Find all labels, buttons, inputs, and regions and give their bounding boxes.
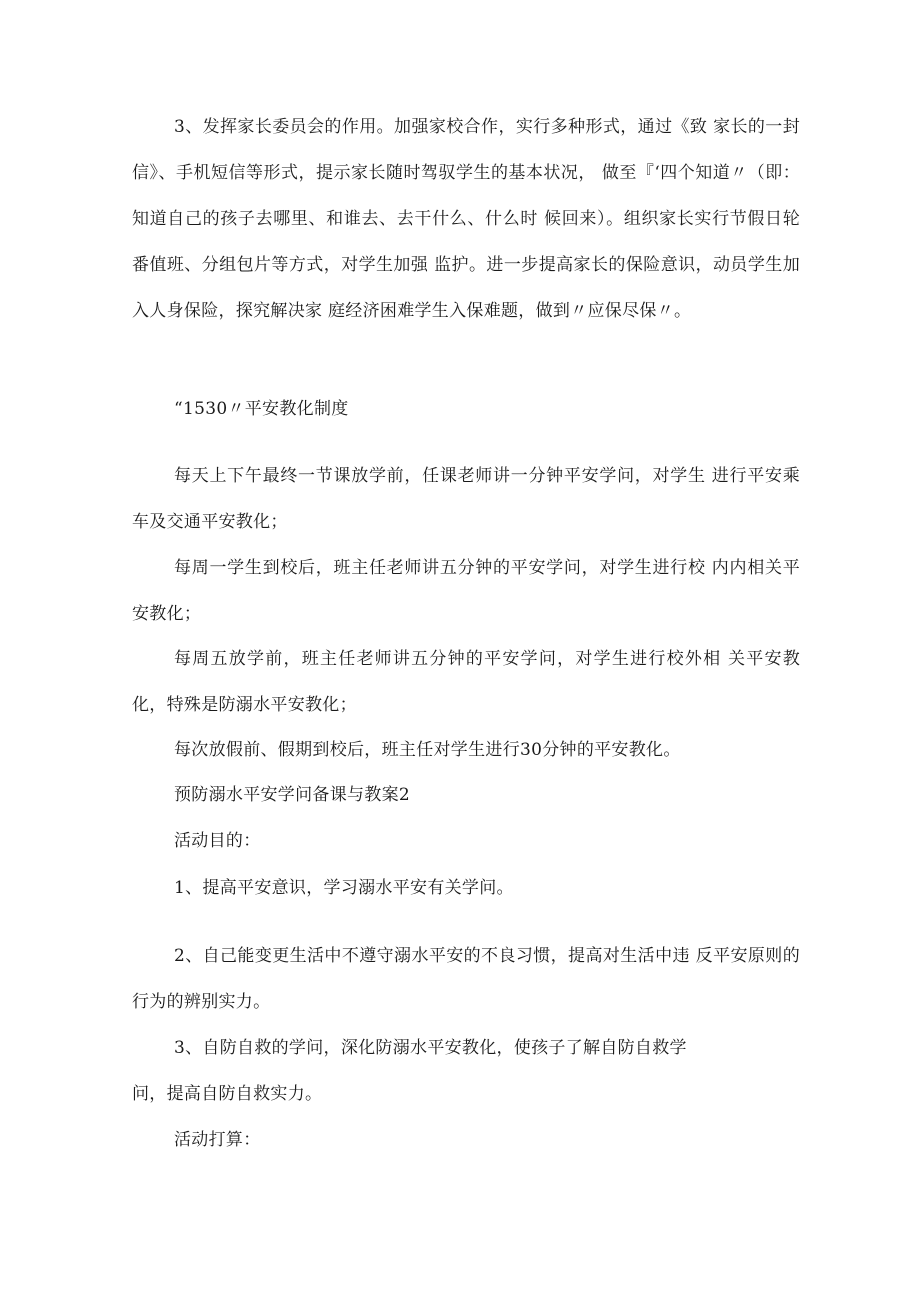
goal-item-3-continued: 问，提高自防自救实力。 (132, 1084, 323, 1104)
section-title: 预防溺水平安学问备课与教案2 (174, 785, 411, 805)
heading-activity-plan: 活动打算： (174, 1130, 261, 1150)
paragraph-monday: 每周一学生到校后，班主任老师讲五分钟的平安学问，对学生进行校 内内相关平安教化； (132, 558, 800, 624)
paragraph-friday: 每周五放学前，班主任老师讲五分钟的平安学问，对学生进行校外相 关平安教化，特殊是防溺水平安教化； (132, 649, 800, 715)
goal-item-1: 1、提高平安意识，学习溺水平安有关学问。 (174, 878, 514, 898)
paragraph-daily-lesson: 每天上下午最终一节课放学前，任课老师讲一分钟平安学问，对学生 进行平安乘车及交通平安教化； (132, 466, 800, 532)
goal-item-3: 3、自防自救的学问，深化防溺水平安教化，使孩子了解自防自救学 (174, 1038, 687, 1058)
paragraph-holiday: 每次放假前、假期到校后，班主任对学生进行30分钟的平安教化。 (174, 740, 681, 760)
paragraph-1530-heading: “1530〃平安教化制度 (174, 399, 349, 419)
paragraph-parent-committee: 3、发挥家长委员会的作用。加强家校合作，实行多种形式，通过《致 家长的一封信》、手机短信等形式，提示家长随时驾驭学生的基本状况， 做至『‘四个知道〃（即：知道自己的孩子去哪里、和谁去、去干什么、什么时 候回来）。组织家长实行节假日轮番值班、分组包片等方式，对学生加强 监护。进一步提高家长的保险意识，动员学生加入人身保险，探究解决家 庭经济困难学生入保难题，做到〃应保尽保〃。 (132, 117, 800, 321)
heading-activity-goals: 活动目的： (174, 831, 261, 851)
goal-item-2: 2、自己能变更生活中不遵守溺水平安的不良习惯，提高对生活中违 反平安原则的行为的辨别实力。 (132, 946, 800, 1012)
